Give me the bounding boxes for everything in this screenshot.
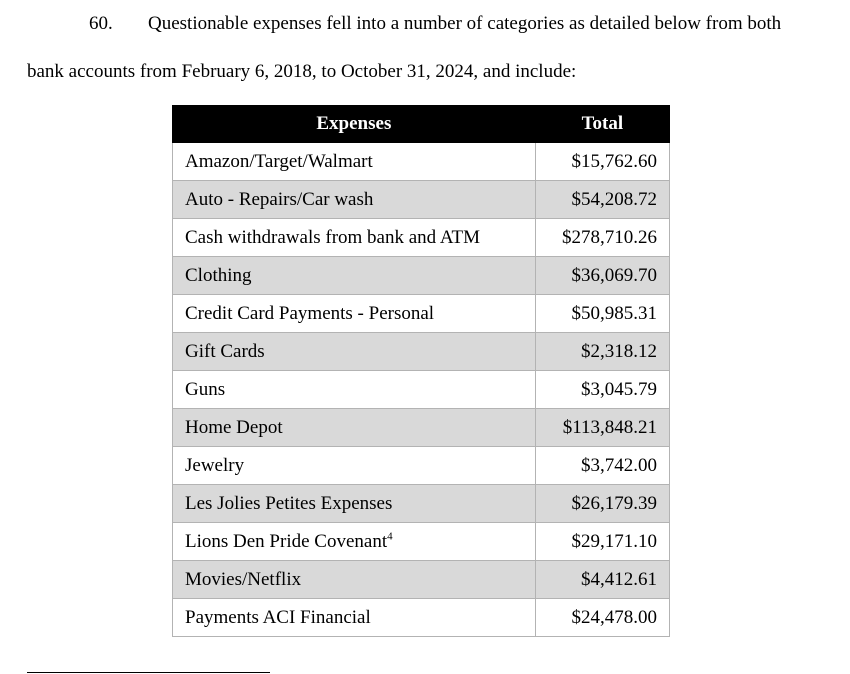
- expense-category: Lions Den Pride Covenant: [185, 530, 388, 552]
- table-row: [173, 333, 670, 371]
- expense-total: $29,171.10: [535, 523, 669, 561]
- column-header-expenses: Expenses: [173, 106, 536, 143]
- paragraph-text-line-1: Questionable expenses fell into a number of categories as detailed below from both: [148, 13, 782, 34]
- expense-total: $15,762.60: [535, 143, 669, 181]
- expense-total: $278,710.26: [535, 219, 669, 257]
- table-row: [173, 295, 670, 333]
- expense-category: Credit Card Payments - Personal: [173, 295, 536, 333]
- expense-total: $4,412.61: [535, 561, 669, 599]
- table-row: [173, 447, 670, 485]
- expense-total: $2,318.12: [535, 333, 669, 371]
- table-row: [173, 561, 670, 599]
- paragraph-number: 60.: [89, 13, 113, 34]
- table-row: [173, 371, 670, 409]
- expense-category: Guns: [173, 371, 536, 409]
- expense-category-cell: [173, 523, 536, 561]
- expense-category: Amazon/Target/Walmart: [173, 143, 536, 181]
- column-header-total: Total: [535, 106, 669, 143]
- expense-category: Cash withdrawals from bank and ATM: [173, 219, 536, 257]
- expense-total: $3,742.00: [535, 447, 669, 485]
- expense-category: Les Jolies Petites Expenses: [173, 485, 536, 523]
- expense-category: Home Depot: [173, 409, 536, 447]
- footnote-separator: [27, 672, 270, 673]
- table-row: [173, 409, 670, 447]
- table-row: [173, 485, 670, 523]
- expenses-table: [172, 105, 670, 637]
- expense-total: $26,179.39: [535, 485, 669, 523]
- table-row: [173, 181, 670, 219]
- expense-category: Payments ACI Financial: [173, 599, 536, 637]
- expense-total: $113,848.21: [535, 409, 669, 447]
- expense-total: $36,069.70: [535, 257, 669, 295]
- table-header-row: [173, 106, 670, 143]
- expense-total: $54,208.72: [535, 181, 669, 219]
- expense-total: $24,478.00: [535, 599, 669, 637]
- table-row: [173, 143, 670, 181]
- table-row: [173, 599, 670, 637]
- expense-category: Jewelry: [173, 447, 536, 485]
- table-row: [173, 257, 670, 295]
- table-row: [173, 219, 670, 257]
- paragraph-text-line-2: bank accounts from February 6, 2018, to October 31, 2024, and include:: [27, 61, 577, 82]
- footnote-marker[interactable]: 4: [387, 530, 393, 543]
- expense-category: Auto - Repairs/Car wash: [173, 181, 536, 219]
- expense-category: Gift Cards: [173, 333, 536, 371]
- table-row: [173, 523, 670, 561]
- expense-total: $3,045.79: [535, 371, 669, 409]
- expense-category: Clothing: [173, 257, 536, 295]
- expense-total: $50,985.31: [535, 295, 669, 333]
- expense-category: Movies/Netflix: [173, 561, 536, 599]
